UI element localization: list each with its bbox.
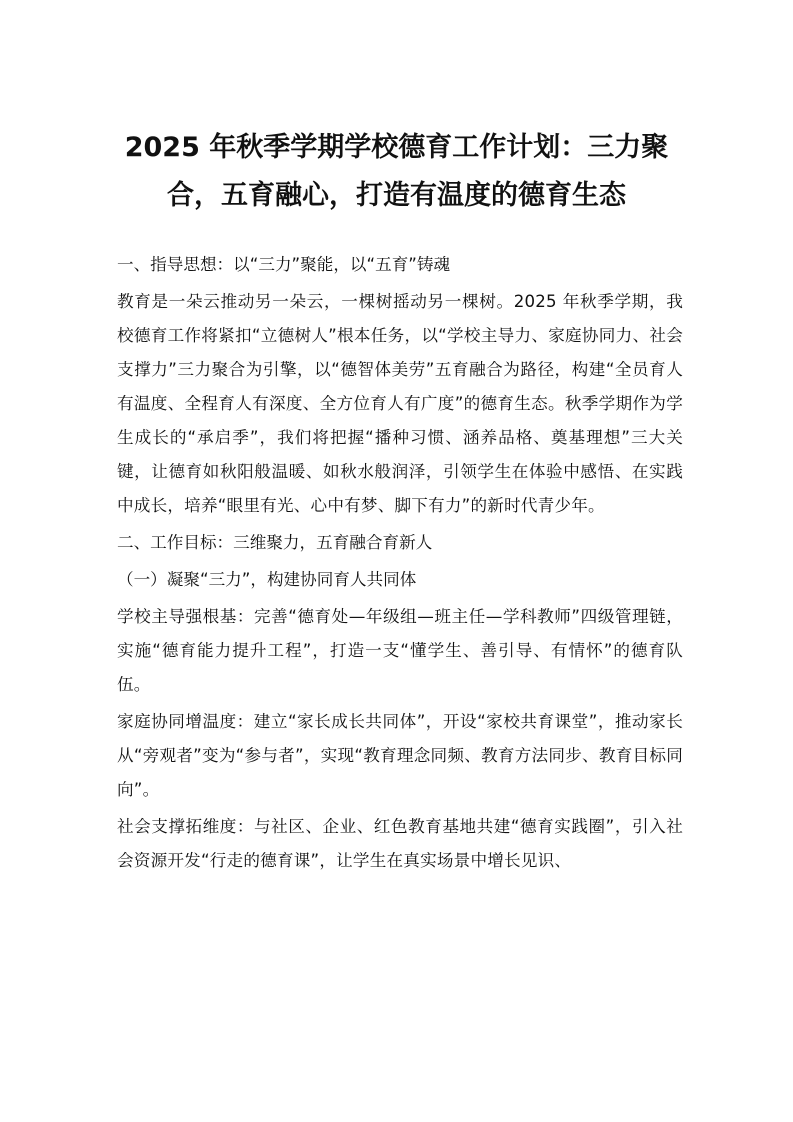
paragraph-family-collaboration: 家庭协同增温度：建立“家长成长共同体”，开设“家校共育课堂”，推动家长从“旁观者”变为“参与者”，实现“教育理念同频、教育方法同步、教育目标同向”。 xyxy=(117,712,683,799)
section-heading-work-goals: 二、工作目标：三维聚力，五育融合育新人 xyxy=(117,533,433,552)
paragraph-school-leadership: 学校主导强根基：完善“德育处—年级组—班主任—学科教师”四级管理链，实施“德育能力提升工程”，打造一支“懂学生、善引导、有情怀”的德育队伍。 xyxy=(117,607,683,694)
subsection-heading-three-forces: （一）凝聚“三力”，构建协同育人共同体 xyxy=(117,570,417,589)
paragraph-guiding-ideology: 教育是一朵云推动另一朵云，一棵树摇动另一棵树。2025 年秋季学期，我校德育工作将紧扣“立德树人”根本任务，以“学校主导力、家庭协同力、社会支撑力”三力聚合为引擎，以“德智体美劳”五育融合为路径，构建“全员育人有温度、全程育人有深度、全方位育人有广度”的德育生态。秋季学期作为学生成长的“承启季”，我们将把握“播种习惯、涵养品格、奠基理想”三大关键，让德育如秋阳般温暖、如秋水般润泽，引领学生在体验中感悟、在实践中成长，培养“眼里有光、心中有梦、脚下有力”的新时代青少年。 xyxy=(117,292,683,515)
paragraph-social-support: 社会支撑拓维度：与社区、企业、红色教育基地共建“德育实践圈”，引入社会资源开发“行走的德育课”，让学生在真实场景中增长见识、 xyxy=(117,817,683,870)
document-body xyxy=(117,248,683,881)
section-heading-guiding-ideology: 一、指导思想：以“三力”聚能，以“五育”铸魂 xyxy=(117,255,451,274)
document-title: 2025 年秋季学期学校德育工作计划：三力聚合，五育融心，打造有温度的德育生态 xyxy=(124,132,669,211)
